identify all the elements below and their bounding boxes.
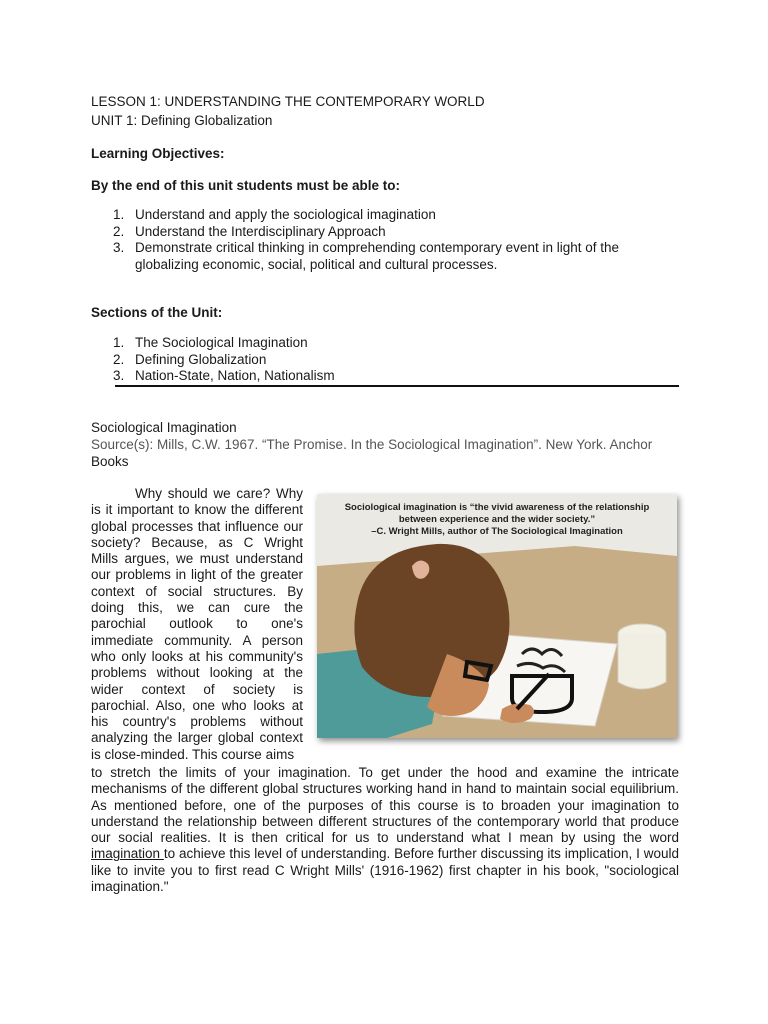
list-item xyxy=(113,335,335,352)
continued-paragraph xyxy=(91,765,679,895)
section-text: The Sociological Imagination xyxy=(135,335,308,350)
caption-line-1: Sociological imagination is “the vivid awareness of the relationship xyxy=(344,502,650,513)
list-number: 3. xyxy=(113,240,125,255)
caption-line-2: between experience and the wider society.” xyxy=(398,514,596,525)
objective-text-continued: globalizing economic, social, political and cultural processes. xyxy=(135,256,498,272)
objective-text: Understand and apply the sociological imagination xyxy=(135,207,436,222)
section-text: Defining Globalization xyxy=(135,351,267,367)
objective-text: Understand the Interdisciplinary Approach xyxy=(135,223,386,239)
source-citation xyxy=(91,436,681,470)
list-item xyxy=(113,352,335,369)
divider-rule xyxy=(115,385,679,387)
list-item xyxy=(113,224,619,241)
list-item xyxy=(113,368,335,385)
list-number: 3. xyxy=(113,368,125,383)
list-item xyxy=(113,240,619,273)
side-paragraph-text: Why should we care? Why is it important to know the different global processes that influence our society? Because, as C Wright Mills argues, we must understand our problems in light of the greater context of social structures. By doing this, we can cure the parochial outlook to one's immediate community. A person who only looks at his community's problems without looking at the wider context of society is parochial. Also, one who looks at his country's problems without analyzing the larger global context is close-minded. This course aims xyxy=(91,486,303,762)
list-number: 1. xyxy=(113,207,125,222)
objectives-list xyxy=(113,207,619,273)
objective-text: Demonstrate critical thinking in comprehending contemporary event in light of the xyxy=(135,240,620,255)
continued-paragraph-text-end: to achieve this level of understanding. Before further discussing its implication, I would like to invite you to first read C Wright Mills' (1916-1962) first chapter in his book, "sociological imagination." xyxy=(91,846,679,895)
list-item xyxy=(113,207,619,224)
mug xyxy=(618,634,666,689)
source-line-continued: Books xyxy=(91,454,129,469)
section-text: Nation-State, Nation, Nationalism xyxy=(135,368,335,383)
list-number: 1. xyxy=(113,335,125,350)
objectives-intro: By the end of this unit students must be able to: xyxy=(91,178,401,193)
underlined-word: imagination xyxy=(91,846,164,862)
lesson-title: LESSON 1: UNDERSTANDING THE CONTEMPORARY WORLD xyxy=(91,94,485,109)
sections-heading: Sections of the Unit: xyxy=(91,305,223,320)
side-paragraph xyxy=(91,486,303,763)
caption-line-3: –C. Wright Mills, author of The Sociological Imagination xyxy=(371,526,623,537)
section-title: Sociological Imagination xyxy=(91,420,237,435)
hair xyxy=(354,544,509,697)
list-number: 2. xyxy=(113,351,125,367)
sections-list xyxy=(113,335,335,385)
unit-title: UNIT 1: Defining Globalization xyxy=(91,113,273,128)
continued-paragraph-text: to stretch the limits of your imagination. To get under the hood and examine the intricate mechanisms of the different global structures working hand in hand to maintain social equilibrium. As mentioned before, one of the purposes of this course is to broaden your imagination to understand the relationship between different structures of the contemporary world that produce our social realities. It is then critical for us to understand what I mean by using the word xyxy=(91,765,679,846)
objectives-heading: Learning Objectives: xyxy=(91,146,225,161)
list-number: 2. xyxy=(113,223,125,239)
source-line: Source(s): Mills, C.W. 1967. “The Promise. In the Sociological Imagination”. New York. Anchor xyxy=(91,437,653,452)
sociological-imagination-figure xyxy=(317,494,677,738)
